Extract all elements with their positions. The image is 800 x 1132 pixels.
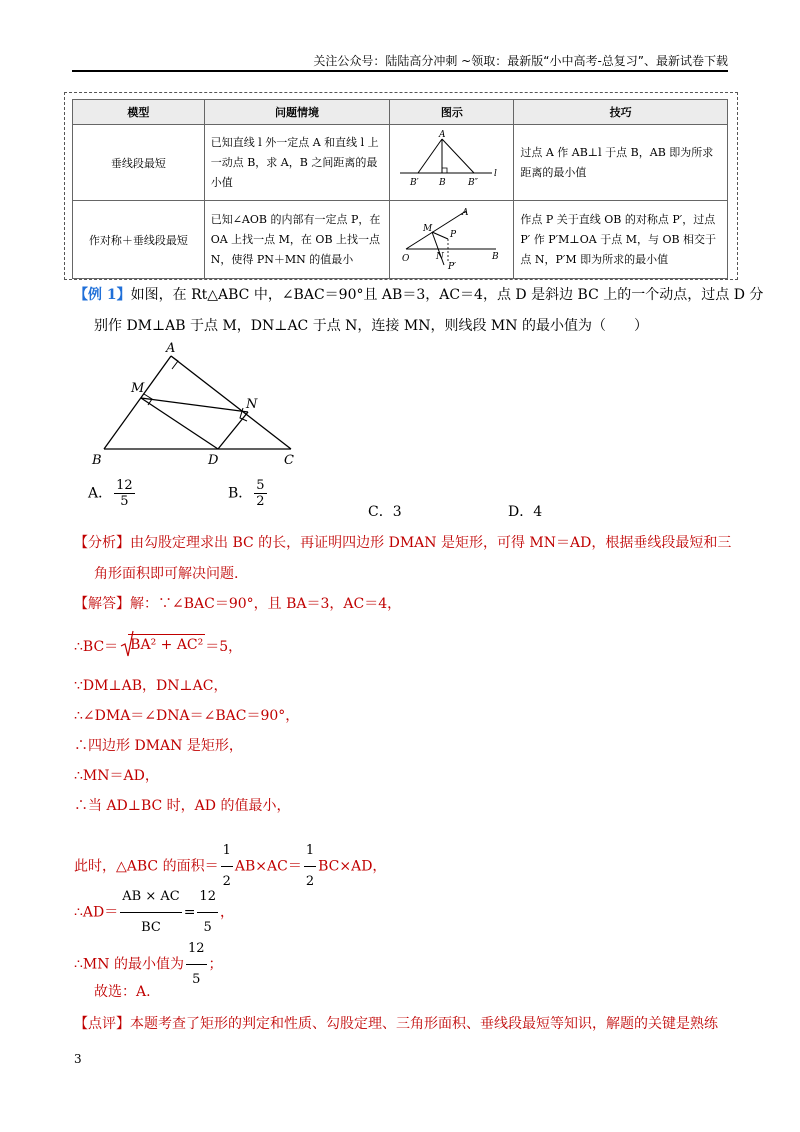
vertex-label-d: D xyxy=(208,453,219,468)
svg-text:N: N xyxy=(436,252,445,262)
option-label: B． xyxy=(228,485,253,502)
svg-text:l: l xyxy=(494,169,498,179)
comment-text: 本题考查了矩形的判定和性质、勾股定理、三角形面积、垂线段最短等知识，解题的关键是熟练 xyxy=(130,1016,718,1032)
option-a[interactable] xyxy=(88,478,137,509)
example-line-1 xyxy=(74,285,763,305)
solution-text: 解：∵∠BAC＝90°，且 BA＝3，AC＝4， xyxy=(130,596,402,612)
example-tag: 【例 1】 xyxy=(74,287,131,303)
vertex-label-m: M xyxy=(131,381,145,396)
frac-num: 1 xyxy=(305,843,315,858)
svg-text:O: O xyxy=(402,254,410,264)
comment-line xyxy=(74,1014,718,1034)
table-row xyxy=(73,201,728,279)
diagram-cell xyxy=(390,201,514,279)
solution-tag: 【解答】 xyxy=(74,596,130,612)
analysis-tag: 【分析】 xyxy=(74,535,130,551)
comment-tag: 【点评】 xyxy=(74,1016,130,1032)
header-rule xyxy=(72,70,728,72)
solution-text: ∴AD＝ xyxy=(74,904,119,921)
table-header: 技巧 xyxy=(514,100,728,125)
model-table xyxy=(72,99,728,279)
frac-num: 12 xyxy=(187,941,205,956)
frac-den: 2 xyxy=(256,494,265,509)
solution-text: ∴MN 的最小值为 xyxy=(74,956,184,973)
example-line-2: 别作 DM⊥AB 于点 M，DN⊥AC 于点 N，连接 MN，则线段 MN 的最小值为（ ） xyxy=(94,318,648,334)
frac-num: 1 xyxy=(222,843,231,858)
solution-line-3: ∴∠DMA＝∠DNA＝∠BAC＝90°， xyxy=(74,708,300,724)
frac-num: AB × AC xyxy=(122,889,180,904)
example-text: 如图，在 Rt△ABC 中，∠BAC＝90°且 AB＝3，AC＝4，点 D 是斜边 BC 上的一个动点，过点 D 分 xyxy=(130,287,764,303)
svg-text:B″: B″ xyxy=(468,178,479,188)
solution-line-4: ∴四边形 DMAN 是矩形， xyxy=(74,738,243,754)
solution-line-2: ∵DM⊥AB，DN⊥AC， xyxy=(74,678,228,694)
technique-cell: 过点 A 作 AB⊥l 于点 B，AB 即为所求距离的最小值 xyxy=(514,125,728,201)
solution-text: ； xyxy=(208,956,223,973)
solution-text: ＝5， xyxy=(205,639,243,655)
table-header-row xyxy=(73,100,728,125)
frac-num: 5 xyxy=(256,478,265,493)
triangle-figure xyxy=(88,340,308,470)
solution-text: 此时，△ABC 的面积＝ xyxy=(74,858,219,875)
frac-num: 12 xyxy=(199,889,216,904)
vertex-label-b: B xyxy=(92,453,102,468)
svg-text:B: B xyxy=(492,252,499,262)
table-header: 模型 xyxy=(73,100,205,125)
frac-den: 5 xyxy=(197,912,218,943)
svg-text:P: P xyxy=(450,230,457,240)
solution-line-1 xyxy=(74,636,242,657)
vertex-label-a: A xyxy=(166,341,176,356)
svg-text:M: M xyxy=(423,224,433,234)
sqrt-radicand: BA² + AC² xyxy=(128,634,205,655)
page-number: 3 xyxy=(74,1052,82,1066)
analysis-line-2: 角形面积即可解决问题. xyxy=(94,566,239,582)
vertex-label-c: C xyxy=(284,453,294,468)
solution-line-6: ∴当 AD⊥BC 时，AD 的值最小， xyxy=(74,798,291,814)
frac-den: 2 xyxy=(304,866,316,897)
vertex-label-n: N xyxy=(246,397,258,412)
equals-sign: = xyxy=(183,904,196,921)
frac-den: BC xyxy=(120,912,181,943)
svg-text:B′: B′ xyxy=(410,178,420,188)
page-header: 关注公众号：陆陆高分冲刺 ~领取：最新版“小中高考-总复习”、最新试卷下载 xyxy=(313,54,728,68)
option-c[interactable]: C．3 xyxy=(368,504,402,520)
svg-text:B: B xyxy=(439,178,446,188)
option-d[interactable]: D．4 xyxy=(508,504,543,520)
solution-text: ∴BC＝ xyxy=(74,639,119,655)
solution-line-5: ∴MN＝AD， xyxy=(74,768,159,784)
table-header: 问题情境 xyxy=(204,100,390,125)
analysis-line-1 xyxy=(74,533,731,553)
svg-text:A: A xyxy=(439,130,446,140)
symmetry-diagram xyxy=(396,205,506,271)
solution-line-0 xyxy=(74,594,401,614)
situation-cell: 已知直线 l 外一定点 A 和直线 l 上一动点 B，求 A，B 之间距离的最小值 xyxy=(204,125,390,201)
technique-cell: 作点 P 关于直线 OB 的对称点 P′，过点 P′ 作 P′M⊥OA 于点 M，与 OB 相交于点 N，P′M 即为所求的最小值 xyxy=(514,201,728,279)
frac-den: 2 xyxy=(221,866,233,897)
perpendicular-diagram xyxy=(396,129,506,193)
frac-den: 5 xyxy=(114,493,135,509)
table-row xyxy=(73,125,728,201)
situation-cell: 已知∠AOB 的内部有一定点 P，在 OA 上找一点 M，在 OB 上找一点 N，使得 PN＋MN 的值最小 xyxy=(204,201,390,279)
sqrt-icon xyxy=(120,630,134,658)
solution-line-10: 故选：A. xyxy=(94,984,151,1000)
frac-den: 5 xyxy=(186,964,207,995)
diagram-cell xyxy=(390,125,514,201)
model-cell: 垂线段最短 xyxy=(73,125,205,201)
svg-text:A: A xyxy=(462,208,469,218)
option-b[interactable] xyxy=(228,478,269,509)
analysis-text: 由勾股定理求出 BC 的长，再证明四边形 DMAN 是矩形，可得 MN＝AD，根据垂线段最短和三 xyxy=(130,535,732,551)
model-cell: 作对称＋垂线段最短 xyxy=(73,201,205,279)
solution-text: AB×AC＝ xyxy=(234,858,302,875)
option-label: A． xyxy=(88,485,113,502)
solution-text: BC×AD， xyxy=(318,858,387,875)
frac-num: 12 xyxy=(116,478,133,493)
svg-text:P′: P′ xyxy=(448,262,457,271)
table-header: 图示 xyxy=(390,100,514,125)
solution-text: ， xyxy=(219,904,234,921)
